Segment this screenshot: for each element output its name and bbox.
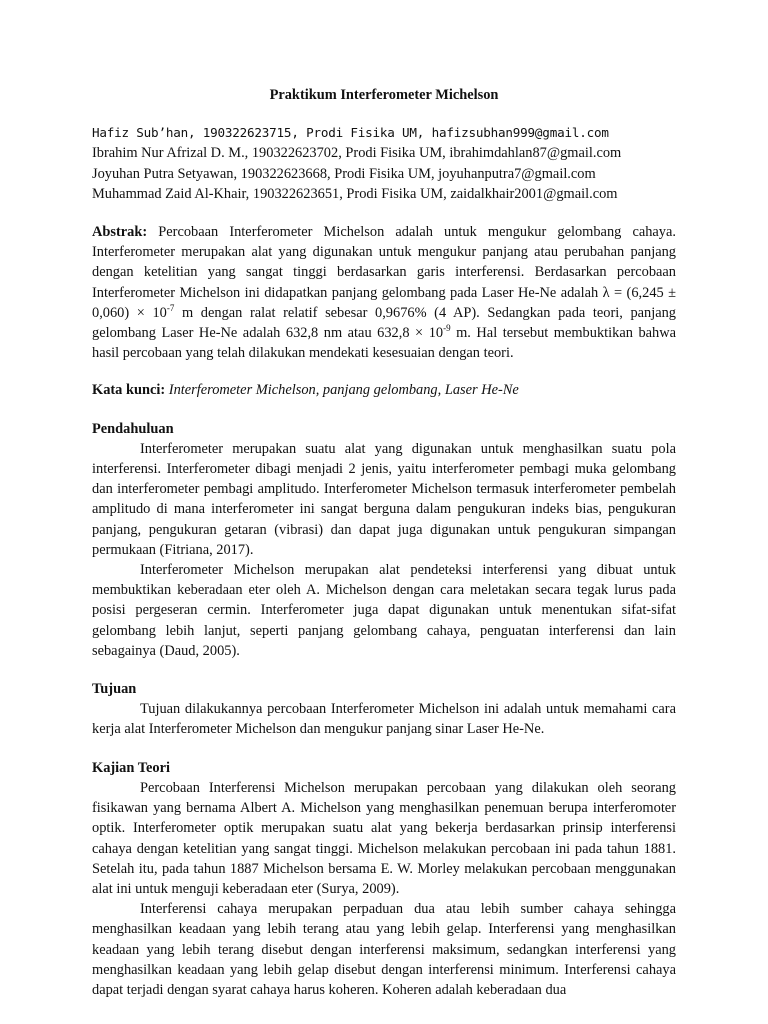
section-tujuan	[92, 679, 676, 740]
keywords-text: Interferometer Michelson, panjang gelombang, Laser He-Ne	[168, 382, 519, 399]
author-line: Ibrahim Nur Afrizal D. M., 190322623702, Prodi Fisika UM, ibrahimdahlan87@gmail.com	[92, 145, 622, 162]
abstract-text: m. Hal tersebut membuktikan bahwa hasil percobaan yang telah dilakukan mendekati kesesuaian dengan teori.	[92, 325, 676, 362]
paragraph: Interferometer merupakan suatu alat yang digunakan untuk menghasilkan suatu pola interferensi. Interferometer dibagi menjadi 2 jenis, yaitu interferometer pembagi muka gelombang dan interferometer pembagi amplitudo. Interferometer Michelson termasuk interferometer pembelah amplitudo di mana interferometer ini sangat berguna dalam pengukuran indeks bias, pengukuran panjang, pengukuran getaran (vibrasi) dan dapat juga digunakan untuk pengukuran simpangan permukaan (Fitriana, 2017).	[92, 440, 676, 558]
section-heading: Kajian Teori	[92, 759, 170, 776]
page-title: Praktikum Interferometer Michelson	[269, 87, 499, 103]
author-list	[92, 123, 676, 204]
author-line: Muhammad Zaid Al-Khair, 190322623651, Prodi Fisika UM, zaidalkhair2001@gmail.com	[92, 185, 618, 202]
abstract-text: m dengan ralat relatif sebesar 0,9676% (4 AP). Sedangkan pada teori, panjang gelombang Laser He-Ne adalah 632,8 nm atau 632,8 × 10	[92, 304, 677, 342]
paragraph: Interferometer Michelson merupakan alat pendeteksi interferensi yang dibuat untuk membuktikan keberadaan eter oleh A. Michelson dengan cara meletakan secara tegak lurus pada posisi pergeseran cermin. Interferometer juga dapat digunakan untuk menentukan sifat-sifat gelombang lebih lanjut, seperti panjang gelombang cahaya, penguatan interferensi dan lain sebagainya (Daud, 2005).	[92, 562, 676, 659]
paragraph: Percobaan Interferensi Michelson merupakan percobaan yang dilakukan oleh seorang fisikawan yang bernama Albert A. Michelson yang menghasilkan penemuan berupa interferomoter optik. Interferometer optik merupakan suatu alat yang bekerja berdasarkan prinsip interferensi cahaya dengan ketelitian yang sangat tinggi. Michelson melakukan percobaan ini pada tahun 1881. Setelah itu, pada tahun 1887 Michelson bersama E. W. Morley melakukan percobaan menggunakan alat ini untuk menguji keberadaan eter (Surya, 2009).	[92, 779, 676, 897]
abstract-text: Percobaan Interferometer Michelson adalah untuk mengukur gelombang cahaya. Interferometer merupakan alat yang digunakan untuk mengukur panjang atau perubahan panjang dengan ketelitian yang sangat tinggi berdasarkan garis interferensi. Berdasarkan percobaan Interferometer Michelson ini didapatkan panjang gelombang pada Laser He-Ne adalah λ = (6,245 ± 0,060) × 10	[92, 224, 676, 321]
document-content	[92, 85, 676, 1000]
section-pendahuluan	[92, 419, 676, 661]
keywords-label: Kata kunci:	[92, 382, 166, 399]
exponent: -9	[443, 323, 451, 334]
abstract	[92, 222, 676, 363]
paragraph: Tujuan dilakukannya percobaan Interferometer Michelson ini adalah untuk memahami cara kerja alat Interferometer Michelson dan mengukur panjang sinar Laser He-Ne.	[92, 701, 676, 738]
author-line: Joyuhan Putra Setyawan, 190322623668, Prodi Fisika UM, joyuhanputra7@gmail.com	[92, 165, 596, 182]
section-kajian-teori	[92, 758, 676, 1000]
section-heading: Pendahuluan	[92, 420, 174, 437]
paragraph: Interferensi cahaya merupakan perpaduan dua atau lebih sumber cahaya sehingga menghasilkan keadaan yang lebih terang atau yang lebih gelap. Interferensi yang menghasilkan keadaan yang lebih terang disebut dengan interferensi maksimum, sedangkan interferensi yang menghasilkan keadaan yang lebih gelap disebut dengan interferensi minimum. Interferensi cahaya dapat terjadi dengan syarat cahaya harus koheren. Koheren adalah keberadaan dua	[92, 901, 676, 998]
keywords	[92, 380, 676, 400]
author-line: Hafiz Sub’han, 190322623715, Prodi Fisika UM, hafizsubhan999@gmail.com	[92, 125, 609, 141]
exponent: -7	[166, 303, 175, 314]
abstract-label: Abstrak:	[92, 224, 148, 241]
section-heading: Tujuan	[92, 681, 137, 698]
